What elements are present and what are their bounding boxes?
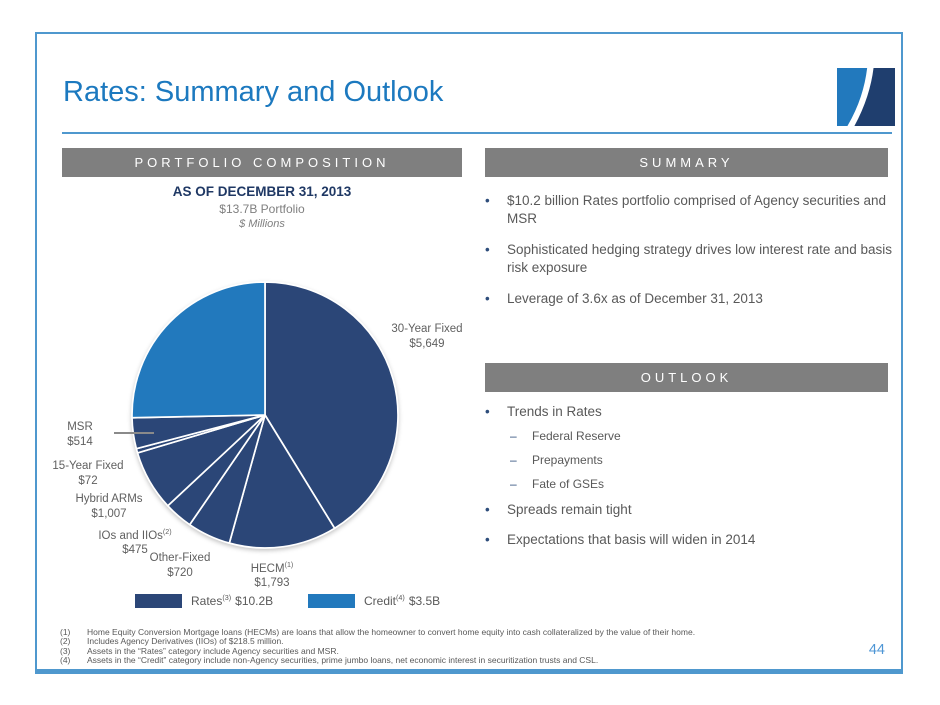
footnotes bbox=[60, 628, 900, 666]
title-divider bbox=[62, 132, 892, 134]
pie-label-text: 15-Year Fixed bbox=[52, 460, 124, 472]
dash-icon bbox=[510, 453, 532, 467]
outlook-header: OUTLOOK bbox=[485, 363, 888, 392]
outlook-sub-bullet bbox=[510, 429, 909, 443]
pie-label-text: IOs and IIOs$^{(2)}$ bbox=[98, 528, 172, 542]
pie-label-text: MSR bbox=[67, 421, 93, 433]
as-of-date: AS OF DECEMBER 31, 2013 bbox=[172, 184, 352, 199]
pie-label-value: $720 bbox=[167, 566, 193, 579]
legend-item-credit bbox=[308, 593, 440, 608]
legend-value: $10.2B bbox=[235, 594, 274, 608]
summary-bullet-list bbox=[485, 192, 909, 321]
outlook-bullet bbox=[485, 501, 909, 519]
portfolio-composition-header: PORTFOLIO COMPOSITION bbox=[62, 148, 462, 177]
outlook-bullet bbox=[485, 403, 909, 421]
sub-bullet-text: Fate of GSEs bbox=[532, 477, 605, 491]
bullet-text: Trends in Rates bbox=[507, 404, 602, 419]
page-title: Rates: Summary and Outlook bbox=[63, 76, 444, 108]
msr-leader-line bbox=[114, 432, 154, 434]
pie-label-15-year-fixed bbox=[37, 459, 139, 488]
footnote-row bbox=[60, 656, 900, 665]
legend-swatch bbox=[135, 594, 182, 608]
bullet-text: Expectations that basis will widen in 2014 bbox=[507, 532, 756, 547]
pie-label-text: Other-Fixed bbox=[149, 552, 211, 564]
legend-value: $3.5B bbox=[408, 594, 441, 608]
outlook-sub-bullet bbox=[510, 477, 909, 491]
company-logo bbox=[837, 68, 895, 126]
bullet-text: Spreads remain tight bbox=[507, 502, 632, 517]
footnote-text: Assets in the “Rates” category include Agency securities and MSR. bbox=[87, 645, 339, 656]
pie-label-text: 30-Year Fixed bbox=[391, 323, 463, 335]
footnote-ref: (2) bbox=[162, 528, 172, 536]
bullet-icon bbox=[485, 192, 507, 228]
footnote-number: (4) bbox=[60, 655, 71, 666]
pie-label-value: $5,649 bbox=[409, 337, 445, 350]
pie-label-hecm bbox=[212, 558, 332, 591]
outlook-sub-list bbox=[510, 429, 909, 491]
outlook-bullet-list bbox=[485, 403, 909, 562]
footnote-number: (3) bbox=[60, 645, 71, 656]
footnote-ref: (4) bbox=[396, 593, 405, 602]
pie-slice-credit bbox=[132, 282, 265, 418]
outlook-sub-bullet bbox=[510, 453, 909, 467]
pie-label-text: HECM$^{(1)}$ bbox=[250, 561, 294, 575]
pie-label-hybrid-arms bbox=[49, 492, 169, 521]
bullet-text: Sophisticated hedging strategy drives low interest rate and basis risk exposure bbox=[507, 242, 892, 275]
bullet-text: Leverage of 3.6x as of December 31, 2013 bbox=[507, 291, 763, 306]
bullet-text: $10.2 billion Rates portfolio comprised of Agency securities and MSR bbox=[507, 193, 886, 226]
summary-bullet bbox=[485, 241, 909, 277]
pie-label-value: $72 bbox=[78, 474, 98, 487]
portfolio-size: $13.7B Portfolio bbox=[219, 202, 305, 216]
bullet-icon bbox=[485, 501, 507, 519]
legend-item-rates bbox=[135, 593, 273, 608]
bullet-icon bbox=[485, 531, 507, 549]
pie-label-value: $1,007 bbox=[91, 507, 127, 520]
page-number: 44 bbox=[868, 642, 885, 658]
pie-label-value: $475 bbox=[122, 544, 148, 557]
summary-bullet bbox=[485, 290, 909, 308]
footnote-number: (1) bbox=[60, 627, 71, 637]
pie-label-msr bbox=[37, 420, 123, 449]
pie-label-value: $514 bbox=[67, 435, 93, 448]
bullet-icon bbox=[485, 241, 507, 277]
footnote-ref: (3) bbox=[222, 593, 232, 602]
bullet-icon bbox=[485, 290, 507, 308]
footnote-text: Assets in the “Credit” category include non-Agency securities, prime jumbo loans, net economic interest in securitization trusts and CSL. bbox=[87, 655, 599, 666]
pie-label-text: Hybrid ARMs bbox=[75, 493, 143, 505]
sub-bullet-text: Prepayments bbox=[532, 453, 603, 467]
pie-label-value: $1,793 bbox=[254, 577, 290, 590]
outlook-bullet-group bbox=[485, 403, 909, 491]
dash-icon bbox=[510, 477, 532, 491]
logo-swoosh-icon bbox=[837, 68, 895, 126]
footnote-number: (2) bbox=[60, 636, 71, 647]
sub-bullet-text: Federal Reserve bbox=[532, 429, 621, 443]
summary-bullet bbox=[485, 192, 909, 228]
legend-swatch bbox=[308, 594, 355, 608]
slide bbox=[35, 32, 903, 674]
footnote-text: Home Equity Conversion Mortgage loans (HECMs) are loans that allow the homeowner to convert home equity into cash collateralized by the value of their home. bbox=[87, 627, 696, 637]
outlook-bullet bbox=[485, 531, 909, 549]
legend-label: Credit$^{(4)}$ $3.5B bbox=[364, 593, 441, 608]
bullet-icon bbox=[485, 403, 507, 421]
legend-label: Rates$^{(3)}$ $10.2B bbox=[191, 593, 274, 608]
footnote-ref: (1) bbox=[284, 561, 294, 569]
summary-header: SUMMARY bbox=[485, 148, 888, 177]
footnote-text: Includes Agency Derivatives (IIOs) of $218.5 million. bbox=[87, 636, 284, 647]
dash-icon bbox=[510, 429, 532, 443]
units-label: $ Millions bbox=[239, 218, 285, 230]
pie-label-30-year-fixed bbox=[367, 322, 487, 351]
